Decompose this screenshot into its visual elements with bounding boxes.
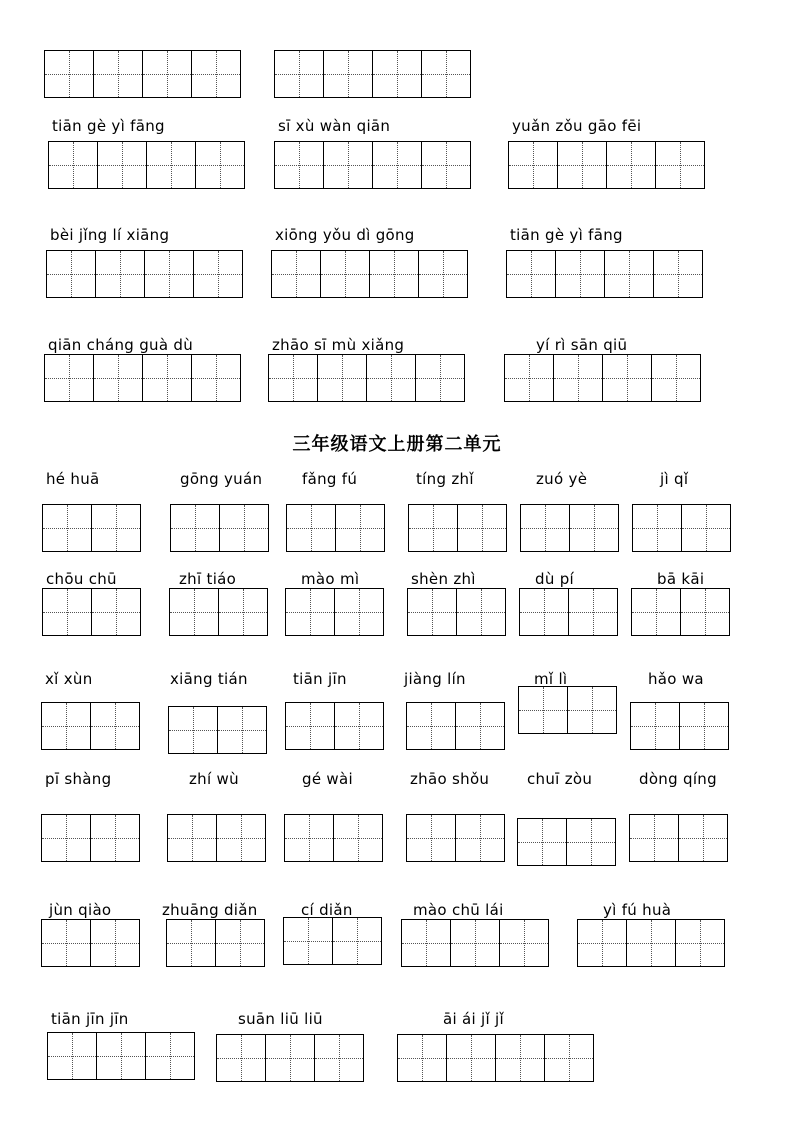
pinyin-label: dù pí bbox=[535, 570, 574, 588]
tianzige-grid bbox=[285, 588, 384, 636]
writing-box[interactable] bbox=[557, 141, 607, 189]
writing-box[interactable] bbox=[90, 919, 140, 967]
writing-box[interactable] bbox=[265, 1034, 315, 1082]
writing-box[interactable] bbox=[42, 504, 92, 552]
writing-box[interactable] bbox=[283, 917, 333, 965]
pinyin-label: tiān gè yì fāng bbox=[510, 226, 623, 244]
writing-box[interactable] bbox=[366, 354, 416, 402]
tianzige-grid bbox=[216, 1034, 364, 1082]
writing-box[interactable] bbox=[397, 1034, 447, 1082]
writing-box[interactable] bbox=[519, 588, 569, 636]
tianzige-grid bbox=[167, 814, 266, 862]
pinyin-label: zhāo sī mù xiǎng bbox=[272, 336, 405, 354]
writing-box[interactable] bbox=[407, 588, 457, 636]
tianzige-grid bbox=[47, 1032, 195, 1080]
writing-box[interactable] bbox=[97, 141, 147, 189]
tianzige-grid bbox=[44, 354, 241, 402]
writing-box[interactable] bbox=[626, 919, 676, 967]
writing-box[interactable] bbox=[508, 141, 558, 189]
writing-box[interactable] bbox=[408, 504, 458, 552]
pinyin-label: yuǎn zǒu gāo fēi bbox=[512, 117, 642, 135]
pinyin-label: bèi jǐng lí xiāng bbox=[50, 226, 170, 244]
tianzige-grid bbox=[48, 141, 245, 189]
writing-box[interactable] bbox=[553, 354, 603, 402]
writing-box[interactable] bbox=[456, 588, 506, 636]
pinyin-label: gōng yuán bbox=[180, 470, 263, 488]
pinyin-label: tiān jīn jīn bbox=[51, 1010, 129, 1028]
writing-box[interactable] bbox=[504, 354, 554, 402]
writing-box[interactable] bbox=[286, 504, 336, 552]
writing-box[interactable] bbox=[446, 1034, 496, 1082]
pinyin-label: zuó yè bbox=[536, 470, 588, 488]
writing-box[interactable] bbox=[455, 814, 505, 862]
pinyin-label: mào mì bbox=[301, 570, 360, 588]
writing-box[interactable] bbox=[567, 686, 617, 734]
writing-box[interactable] bbox=[146, 141, 196, 189]
pinyin-label: xiāng tián bbox=[170, 670, 248, 688]
writing-box[interactable] bbox=[285, 702, 335, 750]
tianzige-grid bbox=[508, 141, 705, 189]
writing-box[interactable] bbox=[323, 50, 373, 98]
pinyin-label: yí rì sān qiū bbox=[536, 336, 628, 354]
writing-box[interactable] bbox=[334, 702, 384, 750]
tianzige-grid bbox=[401, 919, 549, 967]
writing-box[interactable] bbox=[96, 1032, 146, 1080]
tianzige-grid bbox=[41, 814, 140, 862]
writing-box[interactable] bbox=[218, 588, 268, 636]
writing-box[interactable] bbox=[217, 706, 267, 754]
writing-box[interactable] bbox=[191, 354, 241, 402]
writing-box[interactable] bbox=[632, 504, 682, 552]
writing-box[interactable] bbox=[195, 141, 245, 189]
writing-box[interactable] bbox=[169, 588, 219, 636]
writing-box[interactable] bbox=[90, 814, 140, 862]
writing-box[interactable] bbox=[166, 919, 216, 967]
pinyin-label: cí diǎn bbox=[301, 901, 353, 919]
writing-box[interactable] bbox=[606, 141, 656, 189]
writing-box[interactable] bbox=[678, 814, 728, 862]
pinyin-label: jì qǐ bbox=[660, 470, 689, 488]
pinyin-label: jiàng lín bbox=[404, 670, 466, 688]
writing-box[interactable] bbox=[450, 919, 500, 967]
tianzige-grid bbox=[41, 919, 140, 967]
writing-box[interactable] bbox=[577, 919, 627, 967]
writing-box[interactable] bbox=[144, 250, 194, 298]
writing-box[interactable] bbox=[566, 818, 616, 866]
writing-box[interactable] bbox=[93, 354, 143, 402]
writing-box[interactable] bbox=[681, 504, 731, 552]
pinyin-label: chōu chū bbox=[46, 570, 117, 588]
tianzige-grid bbox=[407, 588, 506, 636]
tianzige-grid bbox=[274, 50, 471, 98]
writing-box[interactable] bbox=[91, 588, 141, 636]
tianzige-grid bbox=[577, 919, 725, 967]
writing-box[interactable] bbox=[518, 686, 568, 734]
pinyin-label: zhí wù bbox=[189, 770, 239, 788]
writing-box[interactable] bbox=[41, 814, 91, 862]
writing-box[interactable] bbox=[167, 814, 217, 862]
writing-box[interactable] bbox=[555, 250, 605, 298]
pinyin-label: tíng zhǐ bbox=[416, 470, 474, 488]
tianzige-grid bbox=[630, 702, 729, 750]
writing-box[interactable] bbox=[93, 50, 143, 98]
writing-box[interactable] bbox=[142, 354, 192, 402]
writing-box[interactable] bbox=[41, 919, 91, 967]
pinyin-label: jùn qiào bbox=[49, 901, 112, 919]
writing-box[interactable] bbox=[651, 354, 701, 402]
writing-box[interactable] bbox=[679, 702, 729, 750]
writing-box[interactable] bbox=[91, 504, 141, 552]
writing-box[interactable] bbox=[284, 814, 334, 862]
writing-box[interactable] bbox=[41, 702, 91, 750]
writing-box[interactable] bbox=[170, 504, 220, 552]
writing-box[interactable] bbox=[334, 588, 384, 636]
writing-box[interactable] bbox=[569, 504, 619, 552]
writing-box[interactable] bbox=[47, 1032, 97, 1080]
writing-box[interactable] bbox=[421, 141, 471, 189]
tianzige-grid bbox=[397, 1034, 594, 1082]
tianzige-grid bbox=[285, 702, 384, 750]
pinyin-label: yì fú huà bbox=[603, 901, 672, 919]
writing-box[interactable] bbox=[314, 1034, 364, 1082]
pinyin-label: shèn zhì bbox=[411, 570, 476, 588]
writing-box[interactable] bbox=[268, 354, 318, 402]
writing-box[interactable] bbox=[42, 588, 92, 636]
writing-box[interactable] bbox=[655, 141, 705, 189]
writing-box[interactable] bbox=[142, 50, 192, 98]
writing-box[interactable] bbox=[406, 814, 456, 862]
tianzige-grid bbox=[168, 706, 267, 754]
writing-box[interactable] bbox=[372, 141, 422, 189]
pinyin-label: suān liū liū bbox=[238, 1010, 323, 1028]
writing-box[interactable] bbox=[421, 50, 471, 98]
tianzige-grid bbox=[406, 814, 505, 862]
tianzige-grid bbox=[170, 504, 269, 552]
tianzige-grid bbox=[286, 504, 385, 552]
tianzige-grid bbox=[283, 917, 382, 965]
writing-box[interactable] bbox=[415, 354, 465, 402]
writing-box[interactable] bbox=[418, 250, 468, 298]
writing-box[interactable] bbox=[191, 50, 241, 98]
tianzige-grid bbox=[520, 504, 619, 552]
pinyin-label: hé huā bbox=[46, 470, 100, 488]
pinyin-label: sī xù wàn qiān bbox=[278, 117, 391, 135]
tianzige-grid bbox=[517, 818, 616, 866]
writing-box[interactable] bbox=[216, 1034, 266, 1082]
writing-box[interactable] bbox=[317, 354, 367, 402]
tianzige-grid bbox=[506, 250, 703, 298]
tianzige-grid bbox=[268, 354, 465, 402]
pinyin-label: hǎo wa bbox=[648, 670, 704, 688]
pinyin-label: zhī tiáo bbox=[179, 570, 237, 588]
writing-box[interactable] bbox=[95, 250, 145, 298]
pinyin-label: mào chū lái bbox=[413, 901, 504, 919]
writing-box[interactable] bbox=[320, 250, 370, 298]
writing-box[interactable] bbox=[629, 814, 679, 862]
writing-box[interactable] bbox=[335, 504, 385, 552]
writing-box[interactable] bbox=[285, 588, 335, 636]
writing-box[interactable] bbox=[46, 250, 96, 298]
pinyin-label: gé wài bbox=[302, 770, 353, 788]
writing-box[interactable] bbox=[520, 504, 570, 552]
tianzige-grid bbox=[166, 919, 265, 967]
pinyin-label: chuī zòu bbox=[527, 770, 593, 788]
writing-box[interactable] bbox=[602, 354, 652, 402]
pinyin-label: zhāo shǒu bbox=[410, 770, 490, 788]
tianzige-grid bbox=[274, 141, 471, 189]
pinyin-label: fǎng fú bbox=[302, 470, 358, 488]
writing-box[interactable] bbox=[630, 702, 680, 750]
pinyin-label: zhuāng diǎn bbox=[162, 901, 258, 919]
tianzige-grid bbox=[406, 702, 505, 750]
pinyin-label: pī shàng bbox=[45, 770, 112, 788]
writing-box[interactable] bbox=[568, 588, 618, 636]
pinyin-label: mǐ lì bbox=[534, 670, 568, 688]
writing-box[interactable] bbox=[517, 818, 567, 866]
tianzige-grid bbox=[271, 250, 468, 298]
tianzige-grid bbox=[408, 504, 507, 552]
pinyin-label: xiōng yǒu dì gōng bbox=[275, 226, 415, 244]
writing-box[interactable] bbox=[457, 504, 507, 552]
tianzige-grid bbox=[46, 250, 243, 298]
writing-box[interactable] bbox=[48, 141, 98, 189]
writing-box[interactable] bbox=[274, 50, 324, 98]
writing-box[interactable] bbox=[604, 250, 654, 298]
writing-box[interactable] bbox=[544, 1034, 594, 1082]
tianzige-grid bbox=[519, 588, 618, 636]
tianzige-grid bbox=[631, 588, 730, 636]
writing-box[interactable] bbox=[332, 917, 382, 965]
pinyin-label: bā kāi bbox=[657, 570, 705, 588]
pinyin-label: āi ái jǐ jǐ bbox=[443, 1010, 504, 1028]
writing-box[interactable] bbox=[499, 919, 549, 967]
tianzige-grid bbox=[42, 588, 141, 636]
writing-box[interactable] bbox=[506, 250, 556, 298]
writing-box[interactable] bbox=[90, 702, 140, 750]
writing-box[interactable] bbox=[680, 588, 730, 636]
writing-box[interactable] bbox=[219, 504, 269, 552]
pinyin-label: tiān jīn bbox=[293, 670, 347, 688]
section-title: 三年级语文上册第二单元 bbox=[292, 434, 502, 455]
writing-box[interactable] bbox=[675, 919, 725, 967]
writing-box[interactable] bbox=[216, 814, 266, 862]
writing-box[interactable] bbox=[271, 250, 321, 298]
writing-box[interactable] bbox=[168, 706, 218, 754]
writing-box[interactable] bbox=[274, 141, 324, 189]
writing-box[interactable] bbox=[44, 50, 94, 98]
writing-box[interactable] bbox=[372, 50, 422, 98]
tianzige-grid bbox=[41, 702, 140, 750]
writing-box[interactable] bbox=[193, 250, 243, 298]
writing-box[interactable] bbox=[455, 702, 505, 750]
writing-box[interactable] bbox=[215, 919, 265, 967]
tianzige-grid bbox=[504, 354, 701, 402]
pinyin-label: dòng qíng bbox=[639, 770, 717, 788]
tianzige-grid bbox=[632, 504, 731, 552]
pinyin-label: xǐ xùn bbox=[45, 670, 93, 688]
tianzige-grid bbox=[42, 504, 141, 552]
writing-box[interactable] bbox=[369, 250, 419, 298]
pinyin-label: qiān cháng guà dù bbox=[48, 336, 194, 354]
tianzige-grid bbox=[169, 588, 268, 636]
tianzige-grid bbox=[44, 50, 241, 98]
tianzige-grid bbox=[518, 686, 617, 734]
writing-box[interactable] bbox=[401, 919, 451, 967]
writing-box[interactable] bbox=[653, 250, 703, 298]
writing-box[interactable] bbox=[631, 588, 681, 636]
writing-box[interactable] bbox=[333, 814, 383, 862]
pinyin-label: tiān gè yì fāng bbox=[52, 117, 165, 135]
writing-box[interactable] bbox=[145, 1032, 195, 1080]
writing-box[interactable] bbox=[495, 1034, 545, 1082]
writing-box[interactable] bbox=[323, 141, 373, 189]
tianzige-grid bbox=[284, 814, 383, 862]
writing-box[interactable] bbox=[44, 354, 94, 402]
tianzige-grid bbox=[629, 814, 728, 862]
writing-box[interactable] bbox=[406, 702, 456, 750]
